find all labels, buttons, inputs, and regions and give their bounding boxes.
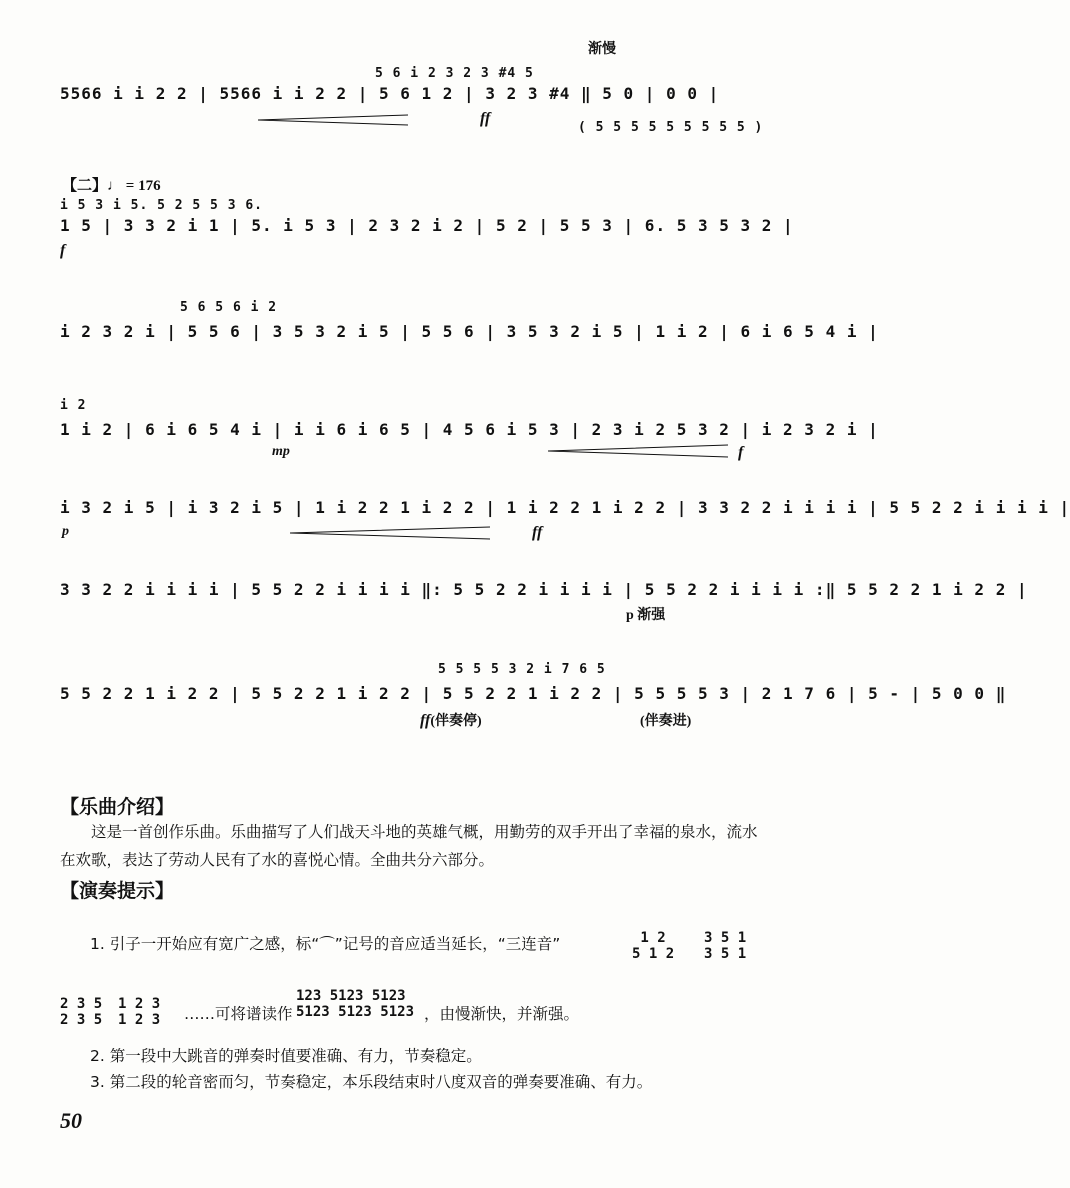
triplet-example-a: 1 2 5 1 2 [632,930,675,962]
upper-voice-row-2: i 5 3 i 5. 5 2 5 5 3 6. [60,198,264,213]
score-row-5: i 3 2 i 5 | i 3 2 i 5 | 1 i 2 2 1 i 2 2 | 1 i 2 2 1 i 2 2 | 3 3 2 2 i i i i | 5 5 2 2 i i i i | [60,498,1070,517]
score-row-7: 5 5 2 2 1 i 2 2 | 5 5 2 2 1 i 2 2 | 5 5 2 2 1 i 2 2 | 5 5 5 5 3 | 2 1 7 6 | 5 - | 5 0 0 ‖ [60,684,1007,703]
page-number: 50 [60,1108,82,1133]
tip-item-2: 2. 第一段中大跳音的弹奏时值要准确、有力，节奏稳定。 [90,1047,482,1065]
dynamic-ff-2: ff [532,524,543,541]
crescendo-hairpin-2 [290,526,490,540]
intro-heading: 【乐曲介绍】 [60,796,175,818]
diminuendo-hairpin-1 [258,114,408,126]
accompaniment-line: ( 5 5 5 5 5 5 5 5 5 ) [578,120,764,135]
tempo-word-rit: 渐慢 [588,42,616,57]
upper-voice-row-3: 5 6 5 6 i 2 [180,300,278,315]
accompaniment-stop: (伴奏停) [430,714,482,729]
dynamic-f-1: f [60,242,66,259]
score-row-1: 5566 i i 2 2 | 5566 i i 2 2 | 5 6 1 2 | 3 2 3 #4 ‖ 5 0 | 0 0 | [60,84,720,103]
dynamic-ff-1: ff [480,110,491,127]
tip-item-1-part2: ……可将谱读作 [184,1005,293,1023]
score-row-4: 1 i 2 | 6 i 6 5 4 i | i i 6 i 6 5 | 4 5 6 i 5 3 | 2 3 i 2 5 3 2 | i 2 3 2 i | [60,420,879,439]
upper-voice-row-4: i 2 [60,398,87,413]
accompaniment-enter: (伴奏进) [640,714,692,729]
triplet-example-b: 3 5 1 3 5 1 [704,930,747,962]
score-row-2: 1 5 | 3 3 2 i 1 | 5. i 5 3 | 2 3 2 i 2 | 5 2 | 5 5 3 | 6. 5 3 5 3 2 | [60,216,794,235]
tip-item-1-part1: 1. 引子一开始应有宽广之感，标“⌒”记号的音应适当延长，“三连音” [90,935,561,953]
score-row-3: i 2 3 2 i | 5 5 6 | 3 5 3 2 i 5 | 5 5 6 | 3 5 3 2 i 5 | 1 i 2 | 6 i 6 5 4 i | [60,322,879,341]
upper-voice-row-1: 5 6 i 2 3 2 3 #4 5 [375,66,534,81]
section-label [62,174,161,195]
tempo-mark: ♩ = 176 [107,178,161,194]
triplet-example-d: 1 2 3 1 2 3 [118,996,161,1028]
tip-item-1-part3: ，由慢渐快，并渐强。 [424,1005,580,1023]
read-as-notation: 123 5123 5123 5123 5123 5123 [296,988,415,1020]
dynamic-f-2: f [738,444,744,461]
dynamic-mp: mp [272,444,290,459]
dynamic-ff-3: ff [420,712,431,729]
intro-paragraph: 这是一首创作乐曲。乐曲描写了人们战天斗地的英雄气概，用勤劳的双手开出了幸福的泉水，流水在欢歌，表达了劳动人民有了水的喜悦心情。全曲共分六部分。 [60,823,758,869]
score-row-6: 3 3 2 2 i i i i | 5 5 2 2 i i i i ‖: 5 5 2 2 i i i i | 5 5 2 2 i i i i :‖ 5 5 2 2 1 i 2 2 | [60,580,1028,599]
crescendo-hairpin-1 [548,444,728,458]
section-number: 【二】 [62,178,108,194]
triplet-example-c: 2 3 5 2 3 5 [60,996,103,1028]
dynamic-p-1: p [62,524,69,539]
tips-heading: 【演奏提示】 [60,880,175,902]
tip-item-3: 3. 第二段的轮音密而匀，节奏稳定，本乐段结束时八度双音的弹奏要准确、有力。 [90,1073,653,1091]
upper-voice-row-7: 5 5 5 5 3 2 i 7 6 5 [438,662,606,677]
dynamic-p-crescendo: p 渐强 [626,608,666,623]
dynamic-ff-accomp-stop [420,710,482,730]
